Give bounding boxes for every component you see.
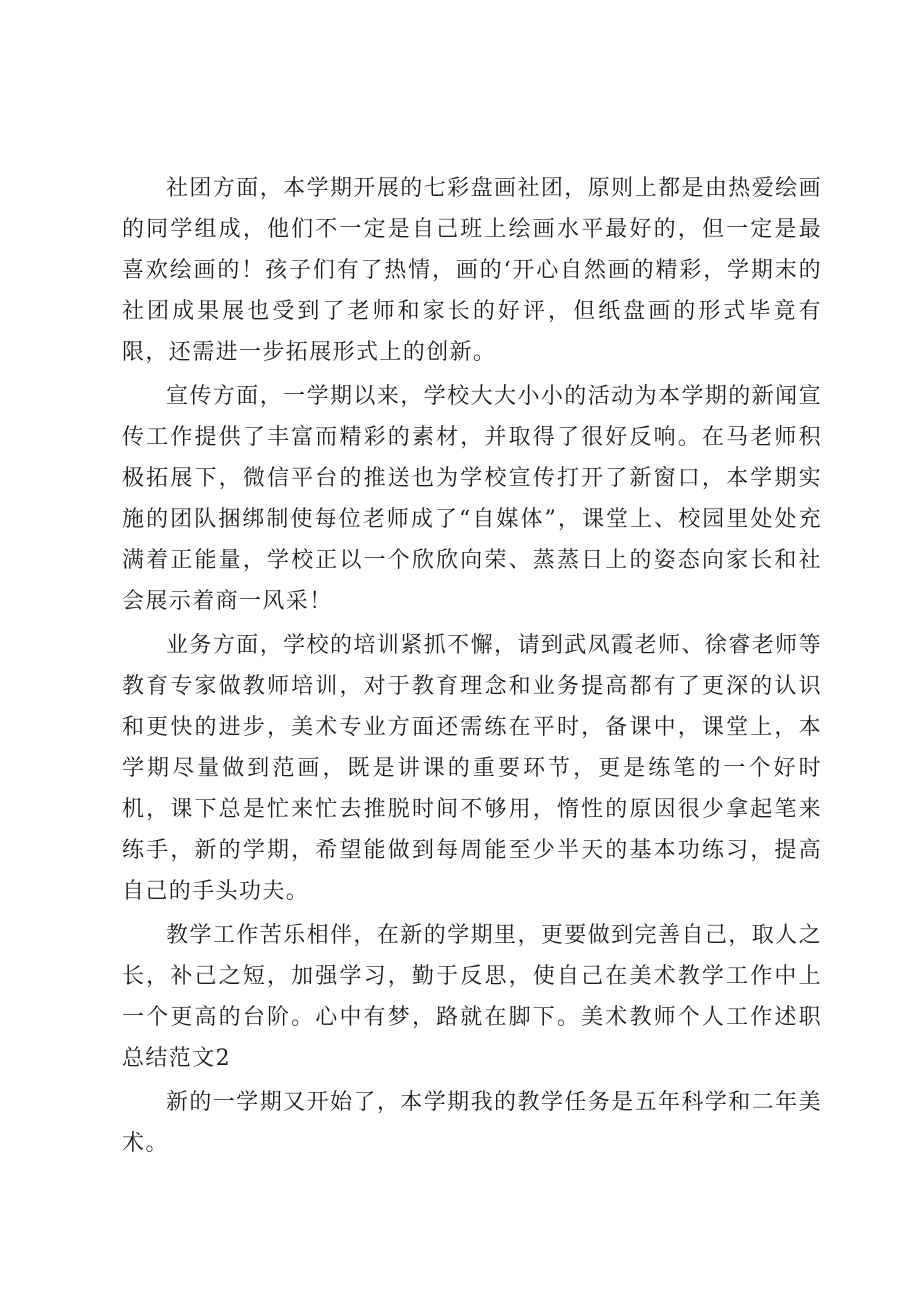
paragraph-new-term: 新的一学期又开始了，本学期我的教学任务是五年科学和二年美术。 (122, 1090, 822, 1156)
document-body (122, 168, 822, 1164)
paragraph-training: 业务方面，学校的培训紧抓不懈，请到武凤霞老师、徐睿老师等教育专家做教师培训，对于教育理念和业务提高都有了更深的认识和更快的进步，美术专业方面还需练在平时，备课中，课堂上，本学期尽量做到范画，既是讲课的重要环节，更是练笔的一个好时机，课下总是忙来忙去推脱时间不够用，惰性的原因很少拿起笔来练手，新的学期，希望能做到每周能至少半天的基本功练习，提高自己的手头功夫。 (122, 633, 822, 904)
paragraph-club: 社团方面，本学期开展的七彩盘画社团，原则上都是由热爱绘画的同学组成，他们不一定是自己班上绘画水平最好的，但一定是最喜欢绘画的！孩子们有了热情，画的‘开心自然画的精彩，学期末的社团成果展也受到了老师和家长的好评，但纸盘画的形式毕竟有限，还需进一步拓展形式上的创新。 (122, 176, 822, 365)
paragraph-publicity: 宣传方面，一学期以来，学校大大小小的活动为本学期的新闻宣传工作提供了丰富而精彩的素材，并取得了很好反响。在马老师积极拓展下，微信平台的推送也为学校宣传打开了新窗口，本学期实施的团队捆绑制使每位老师成了“自媒体”，课堂上、校园里处处充满着正能量，学校正以一个欣欣向荣、蒸蒸日上的姿态向家长和社会展示着商一风采！ (122, 384, 822, 614)
paragraph-reflection: 教学工作苦乐相伴，在新的学期里，更要做到完善自己，取人之长，补己之短，加强学习，勤于反思，使自己在美术教学工作中上一个更高的台阶。心中有梦，路就在脚下。美术教师个人工作述职总结范文2 (122, 923, 822, 1071)
